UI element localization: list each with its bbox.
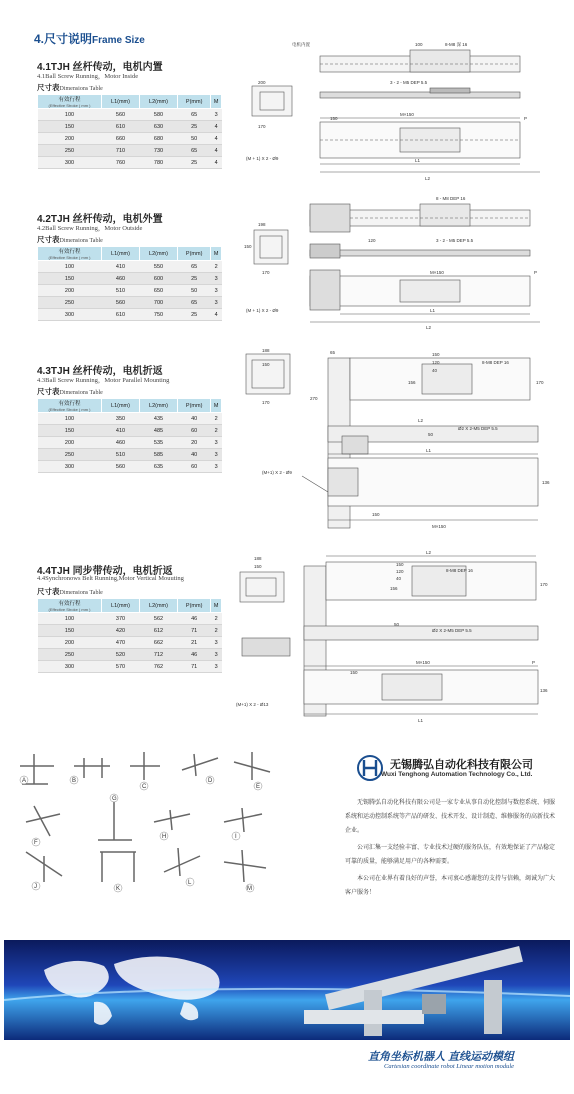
svg-text:L2: L2 [426,550,432,555]
svg-text:188: 188 [262,348,270,353]
svg-text:170: 170 [540,582,548,587]
company-name-en: Wuxi Tenghong Automation Technology Co., Ltd. [381,771,533,778]
svg-text:50: 50 [394,622,400,627]
svg-text:P: P [524,116,528,121]
table-row: 100 350 435 40 2 [38,413,222,425]
section-subtitle: 4.1Ball Screw Running，Motor Inside [37,73,139,80]
table-row: 150 610 630 25 4 [38,121,222,133]
technical-drawing-4-2 [240,190,568,330]
svg-text:120: 120 [432,360,440,365]
robot-label: G [112,796,117,802]
robot-label: M [247,886,252,892]
svg-text:156: 156 [390,586,398,591]
section-title: 4.3TJH 丝杆传动，电机折返 [37,366,163,377]
robot-k [100,852,136,882]
svg-text:50: 50 [428,432,434,437]
robot-g [98,800,132,840]
col-m: M [211,95,222,109]
table-row: 200 460 535 20 3 [38,437,222,449]
svg-text:150: 150 [254,564,262,569]
table-row: 150 460 600 25 3 [38,273,222,285]
robot-label: I [235,834,237,840]
svg-text:136: 136 [542,480,550,485]
section-title: 4.2TJH 丝杆传动，电机外置 [37,214,163,225]
table-row: 150 410 485 60 2 [38,425,222,437]
table-row: 200 470 662 21 3 [38,637,222,649]
svg-text:Ø2 X 2-M5 DEP 5.5: Ø2 X 2-M5 DEP 5.5 [458,426,498,431]
svg-text:150: 150 [330,116,338,121]
robot-label: E [256,784,261,790]
svg-text:150: 150 [432,352,440,357]
svg-text:L2: L2 [426,325,432,330]
svg-text:188: 188 [254,556,262,561]
table-row: 100 410 550 65 2 [38,261,222,273]
svg-text:120: 120 [396,569,404,574]
svg-text:150: 150 [372,512,380,517]
table-row: 200 510 650 50 3 [38,285,222,297]
svg-text:40: 40 [396,576,402,581]
slogan-en: Cartesian coordinate robot Linear motion module [384,1063,515,1070]
table-row: 250 560 700 65 3 [38,297,222,309]
svg-text:Ø2 X 2-M5 DEP 5.5: Ø2 X 2-M5 DEP 5.5 [432,628,472,633]
company-paragraph: 本公司在业界有着良好的声誉，本司衷心感谢您的支持与信赖，竭诚为广大客户服务！ [345,876,556,896]
table-row: 300 570 762 71 3 [38,661,222,673]
svg-text:L2: L2 [425,176,431,181]
svg-text:198: 198 [258,222,266,227]
robot-l [164,848,200,876]
svg-text:100: 100 [415,42,423,47]
svg-text:L1: L1 [418,718,424,722]
svg-text:(M + 1) X 2 - Ø9: (M + 1) X 2 - Ø9 [246,308,279,313]
svg-text:(M+1) X 2 - Ø13: (M+1) X 2 - Ø13 [236,702,269,707]
svg-text:150: 150 [396,562,404,567]
robot-label: B [72,778,77,784]
robot-label: D [208,778,213,784]
page-title [34,30,145,47]
table-row: 300 760 780 25 4 [38,157,222,169]
svg-text:P: P [532,660,536,665]
col-p: P(mm) [178,247,211,261]
col-l1: L1(mm) [102,399,140,413]
col-m: M [211,247,222,261]
svg-text:65: 65 [330,350,336,355]
svg-text:150: 150 [244,244,252,249]
svg-text:L2: L2 [418,418,424,423]
svg-text:M×150: M×150 [400,112,414,117]
svg-text:8 - M8 DEP 16: 8 - M8 DEP 16 [436,196,466,201]
svg-text:8-M8 DEP 16: 8-M8 DEP 16 [446,568,473,573]
svg-text:M×150: M×150 [416,660,430,665]
col-stroke: 有效行程 (Effective Stroke ( mm ) [38,247,102,261]
banner-image [4,940,570,1040]
robot-label: J [34,884,37,890]
robot-label: F [34,840,38,846]
svg-text:(M + 1) X 2 - Ø9: (M + 1) X 2 - Ø9 [246,156,279,161]
col-l1: L1(mm) [102,95,140,109]
robot-label: H [162,834,167,840]
svg-text:40: 40 [432,368,438,373]
col-p: P(mm) [178,399,211,413]
robot-b [74,758,110,778]
robot-label: C [142,784,147,790]
table-row: 250 510 585 40 3 [38,449,222,461]
table-label: 尺寸表Dimensions Table [37,587,103,596]
table-row: 150 420 612 71 2 [38,625,222,637]
title-en: Frame Size [92,35,145,46]
svg-text:270: 270 [310,396,318,401]
robot-label: K [116,886,121,892]
technical-drawing-4-1 [240,36,568,186]
section-title: 4.4TJH 同步带传动，电机折返 [37,566,173,577]
table-row: 200 660 680 50 4 [38,133,222,145]
section-subtitle: 4.3Ball Screw Running，Motor Parallel Mounting [37,377,170,384]
table-row: 100 370 562 46 2 [38,613,222,625]
svg-text:150: 150 [350,670,358,675]
company-paragraph: 无锡腾弘自动化科技有限公司是一家专业从事自动化控制与数控系统、伺服系统和运动控制系统等产品的研发、技术开发、设计制造、维修服务的高新技术企业。 [345,800,556,834]
robot-j [26,852,62,882]
svg-text:136: 136 [540,688,548,693]
svg-text:P: P [534,270,538,275]
robot-configurations-illustration [14,744,294,894]
col-l2: L2(mm) [140,247,178,261]
svg-text:M×150: M×150 [432,524,446,529]
robot-c [130,752,160,780]
robot-m [224,850,266,882]
svg-text:M×150: M×150 [430,270,444,275]
technical-drawing-4-3 [232,344,568,534]
robot-h [154,810,190,830]
section-subtitle: 4.4Synchronows Belt Running,Motor Vertical Mouuting [37,575,184,582]
table-row: 250 520 712 46 3 [38,649,222,661]
svg-text:200: 200 [258,80,266,85]
section-subtitle: 4.2Ball Screw Running，Motor Outside [37,225,143,232]
col-l2: L2(mm) [140,95,178,109]
svg-text:L1: L1 [430,308,436,313]
dimensions-table [37,246,222,321]
svg-text:8-M8 DEP 16: 8-M8 DEP 16 [482,360,509,365]
table-label: 尺寸表Dimensions Table [37,235,103,244]
svg-text:170: 170 [536,380,544,385]
table-row: 100 560 580 65 3 [38,109,222,121]
svg-text:170: 170 [258,124,266,129]
col-l1: L1(mm) [102,599,140,613]
svg-text:120: 120 [368,238,376,243]
col-l2: L2(mm) [140,399,178,413]
robot-d [182,754,218,776]
col-stroke: 有效行程 (Effective Stroke ( mm ) [38,399,102,413]
svg-text:156: 156 [408,380,416,385]
col-p: P(mm) [178,599,211,613]
robot-f [26,806,60,836]
col-l1: L1(mm) [102,247,140,261]
svg-text:170: 170 [262,270,270,275]
svg-text:8-M8 深 16: 8-M8 深 16 [445,42,468,47]
title-cn: 尺寸说明 [44,32,93,46]
col-stroke: 有效行程 (Effective Stroke ( mm ) [38,599,102,613]
robot-i [224,808,262,832]
company-paragraph: 公司汇集一支经验丰富、专业技术过硬的服务队伍，有效地保证了产品稳定可靠的质量，能够满足用户的各种需要。 [345,845,556,865]
table-row: 250 710 730 65 4 [38,145,222,157]
banner-graphic [4,940,570,1040]
company-name-cn: 无锡腾弘自动化科技有限公司 [390,759,533,771]
table-row: 300 610 750 25 4 [38,309,222,321]
robot-label: L [188,880,192,886]
col-stroke: 有效行程 (Effective Stroke ( mm ) [38,95,102,109]
slogan-cn: 直角坐标机器人 直线运动模组 [368,1051,515,1063]
svg-text:L1: L1 [415,158,421,163]
col-m: M [211,599,222,613]
table-label: 尺寸表Dimensions Table [37,83,103,92]
dimensions-table [37,598,222,673]
company-description [345,796,555,903]
label-motor: 电机内置 [292,42,310,47]
dimensions-table [37,398,222,473]
svg-text:170: 170 [262,400,270,405]
col-l2: L2(mm) [140,599,178,613]
table-label: 尺寸表Dimensions Table [37,387,103,396]
section-title: 4.1TJH 丝杆传动，电机内置 [37,62,163,73]
svg-text:3 - 2 - M5 DEP 5.5: 3 - 2 - M5 DEP 5.5 [436,238,474,243]
svg-text:3 - 2 - M5 DEP 5.5: 3 - 2 - M5 DEP 5.5 [390,80,428,85]
technical-drawing-4-4 [232,542,568,722]
dimensions-table [37,94,222,169]
robot-label: A [22,778,27,784]
table-row: 300 560 635 60 3 [38,461,222,473]
robot-e [234,752,270,780]
svg-text:(M+1) X 2 - Ø9: (M+1) X 2 - Ø9 [262,470,292,475]
svg-text:150: 150 [262,362,270,367]
svg-text:L1: L1 [426,448,432,453]
col-m: M [211,399,222,413]
col-p: P(mm) [178,95,211,109]
title-number: 4. [34,32,45,46]
